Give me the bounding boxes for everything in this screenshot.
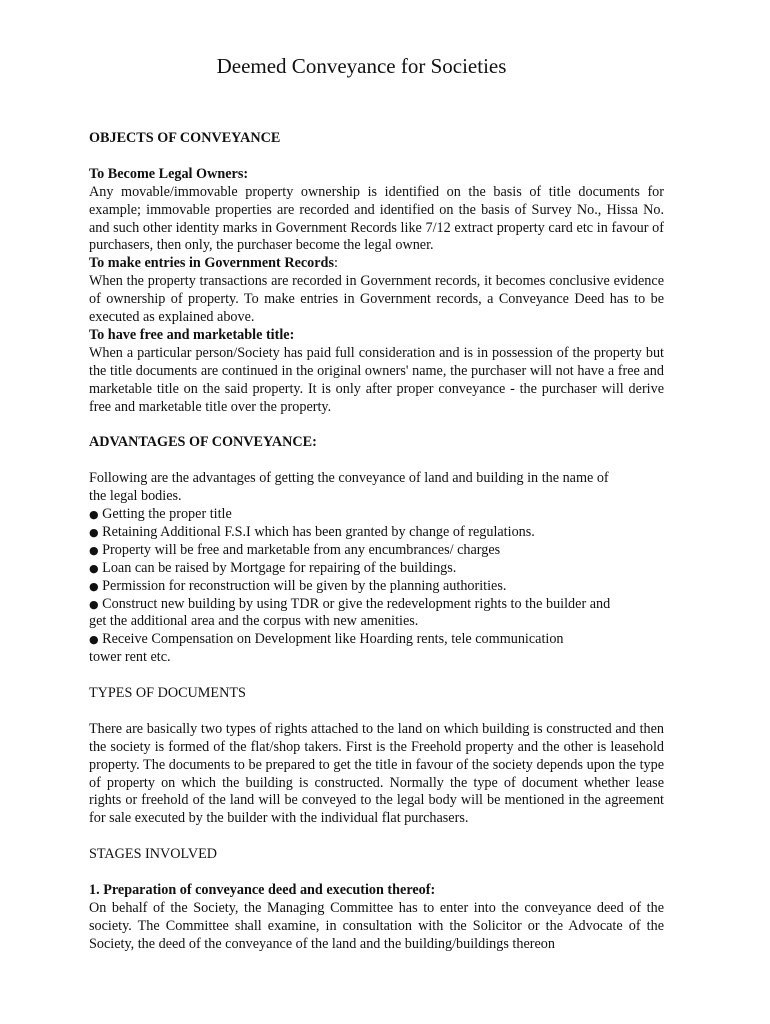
bullet-icon: ●	[89, 633, 99, 647]
spacer	[89, 148, 664, 166]
types-heading: TYPES OF DOCUMENTS	[89, 685, 246, 702]
spacer	[89, 416, 664, 434]
list-item	[89, 631, 664, 667]
advantages-heading: ADVANTAGES OF CONVEYANCE:	[89, 434, 317, 451]
list-item-text: Construct new building by using TDR or give the redevelopment rights to the builder and	[102, 595, 611, 612]
free-title-text: When a particular person/Society has paid full consideration and is in possession of the property but the title documents are continued in the original owners' name, the purchaser will not have a free and marketable title on the said property. It is only after proper conveyance - the purchaser will derive free and marketable title over the property.	[89, 344, 664, 415]
list-item-text: Permission for reconstruction will be given by the planning authorities.	[102, 577, 507, 594]
bullet-icon: ●	[89, 507, 99, 521]
step1-heading: 1. Preparation of conveyance deed and execution thereof:	[89, 881, 436, 898]
list-item	[89, 560, 664, 578]
step1-text: On behalf of the Society, the Managing Committee has to enter into the conveyance deed of the society. The Committee shall examine, in consultation with the Solicitor or the Advocate of the Society, the deed of the conveyance of the land and the building/buildings thereon	[89, 899, 664, 952]
list-item	[89, 596, 664, 632]
legal-owners-heading: To Become Legal Owners:	[89, 165, 249, 182]
advantages-intro-line-1: Following are the advantages of getting the conveyance of land and building in the name of	[89, 470, 609, 487]
objects-heading: OBJECTS OF CONVEYANCE	[89, 130, 281, 146]
bullet-icon: ●	[89, 597, 99, 611]
spacer	[89, 452, 664, 470]
document-title: Deemed Conveyance for Societies	[216, 54, 507, 78]
list-item-text: Receive Compensation on Development like Hoarding rents, tele communication	[102, 631, 564, 648]
list-item	[89, 578, 664, 596]
spacer	[89, 864, 664, 882]
list-item	[89, 506, 664, 524]
stages-heading: STAGES INVOLVED	[89, 846, 217, 863]
spacer	[89, 703, 664, 721]
list-item-text: Property will be free and marketable from any encumbrances/ charges	[102, 541, 501, 558]
types-text: There are basically two types of rights attached to the land on which building is constructed and then the society is formed of the flat/shop takers. First is the Freehold property and the other is leasehold property. The documents to be prepared to get the title in favour of the society depends upon the type of property on which the building is constructed. Normally the type of document whether lease rights or freehold of the land will be conveyed to the legal body will be mentioned in the agreement for sale executed by the builder with the individual flat purchasers.	[89, 720, 664, 827]
spacer	[89, 828, 664, 846]
bullet-icon: ●	[89, 561, 99, 575]
govt-records-heading-colon: :	[333, 255, 338, 272]
advantages-list	[89, 506, 664, 667]
list-item	[89, 524, 664, 542]
list-item-text: Loan can be raised by Mortgage for repairing of the buildings.	[102, 559, 457, 576]
list-item-continuation: get the additional area and the corpus with new amenities.	[89, 613, 419, 630]
govt-records-heading: To make entries in Government Records	[89, 255, 334, 272]
bullet-icon: ●	[89, 579, 99, 593]
spacer	[89, 667, 664, 685]
advantages-intro-line-2: the legal bodies.	[89, 488, 182, 505]
bullet-icon: ●	[89, 525, 99, 539]
document-page	[89, 52, 664, 954]
free-title-heading: To have free and marketable title:	[89, 326, 295, 343]
legal-owners-text: Any movable/immovable property ownership is identified on the basis of title documents for example; immovable properties are recorded and identified on the basis of Survey No., Hissa No. and such other identity marks in Government Records like 7/12 extract property card etc in favour of purchasers, then only, the purchaser become the legal owner.	[89, 183, 664, 254]
bullet-icon: ●	[89, 543, 99, 557]
list-item	[89, 542, 664, 560]
list-item-text: Getting the proper title	[102, 505, 232, 522]
list-item-continuation: tower rent etc.	[89, 649, 171, 666]
list-item-text: Retaining Additional F.S.I which has been granted by change of regulations.	[102, 523, 535, 540]
govt-records-heading-line	[89, 255, 664, 273]
govt-records-text: When the property transactions are recorded in Government records, it becomes conclusive evidence of ownership of property. To make entries in Government records, a Conveyance Deed has to be executed as explained above.	[89, 273, 664, 326]
